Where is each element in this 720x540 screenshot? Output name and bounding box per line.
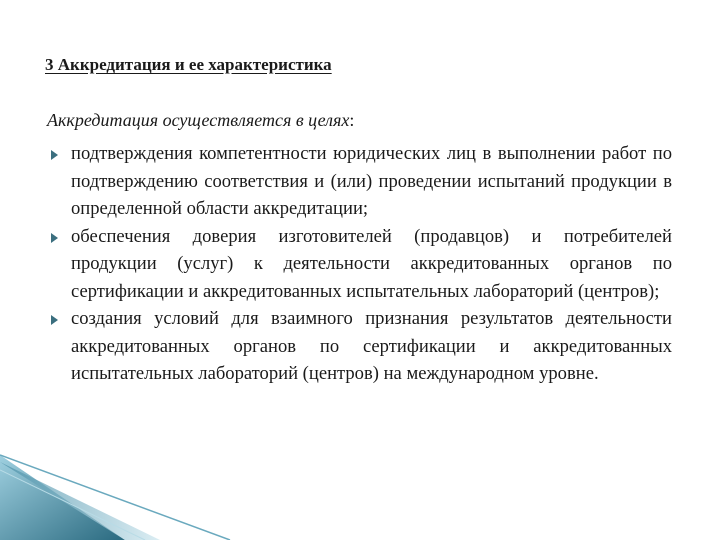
intro-line	[47, 110, 354, 131]
decor-line	[0, 455, 230, 540]
bullet-text: создания условий для взаимного признания результатов деятельности аккредитованных органов по сертификации и аккредитованных испытательных лабораторий (центров) на международном уровне.	[71, 308, 672, 384]
decor-wedge-dark	[0, 455, 125, 540]
intro-colon: :	[349, 110, 355, 130]
bullet-text: подтверждения компетентности юридических лиц в выполнении работ по подтверждению соответствия и (или) проведении испытаний продукции в определенной области аккредитации;	[71, 143, 672, 219]
bullet-item	[50, 305, 672, 388]
triangle-right-icon	[51, 315, 58, 325]
triangle-right-icon	[51, 233, 58, 243]
bullet-text: обеспечения доверия изготовителей (продавцов) и потребителей продукции (услуг) к деятельности аккредитованных органов по сертификации и аккредитованных испытательных лабораторий (центров);	[71, 225, 672, 302]
decor-line	[0, 470, 145, 540]
bullet-item	[50, 140, 672, 223]
bullet-list	[50, 140, 672, 388]
bullet-item	[50, 223, 672, 306]
triangle-right-icon	[51, 150, 58, 160]
slide-title: 3 Аккредитация и ее характеристика	[45, 55, 332, 74]
decor-wedge-light	[0, 462, 160, 540]
intro-italic-text: Аккредитация осуществляется в целях	[47, 110, 350, 130]
